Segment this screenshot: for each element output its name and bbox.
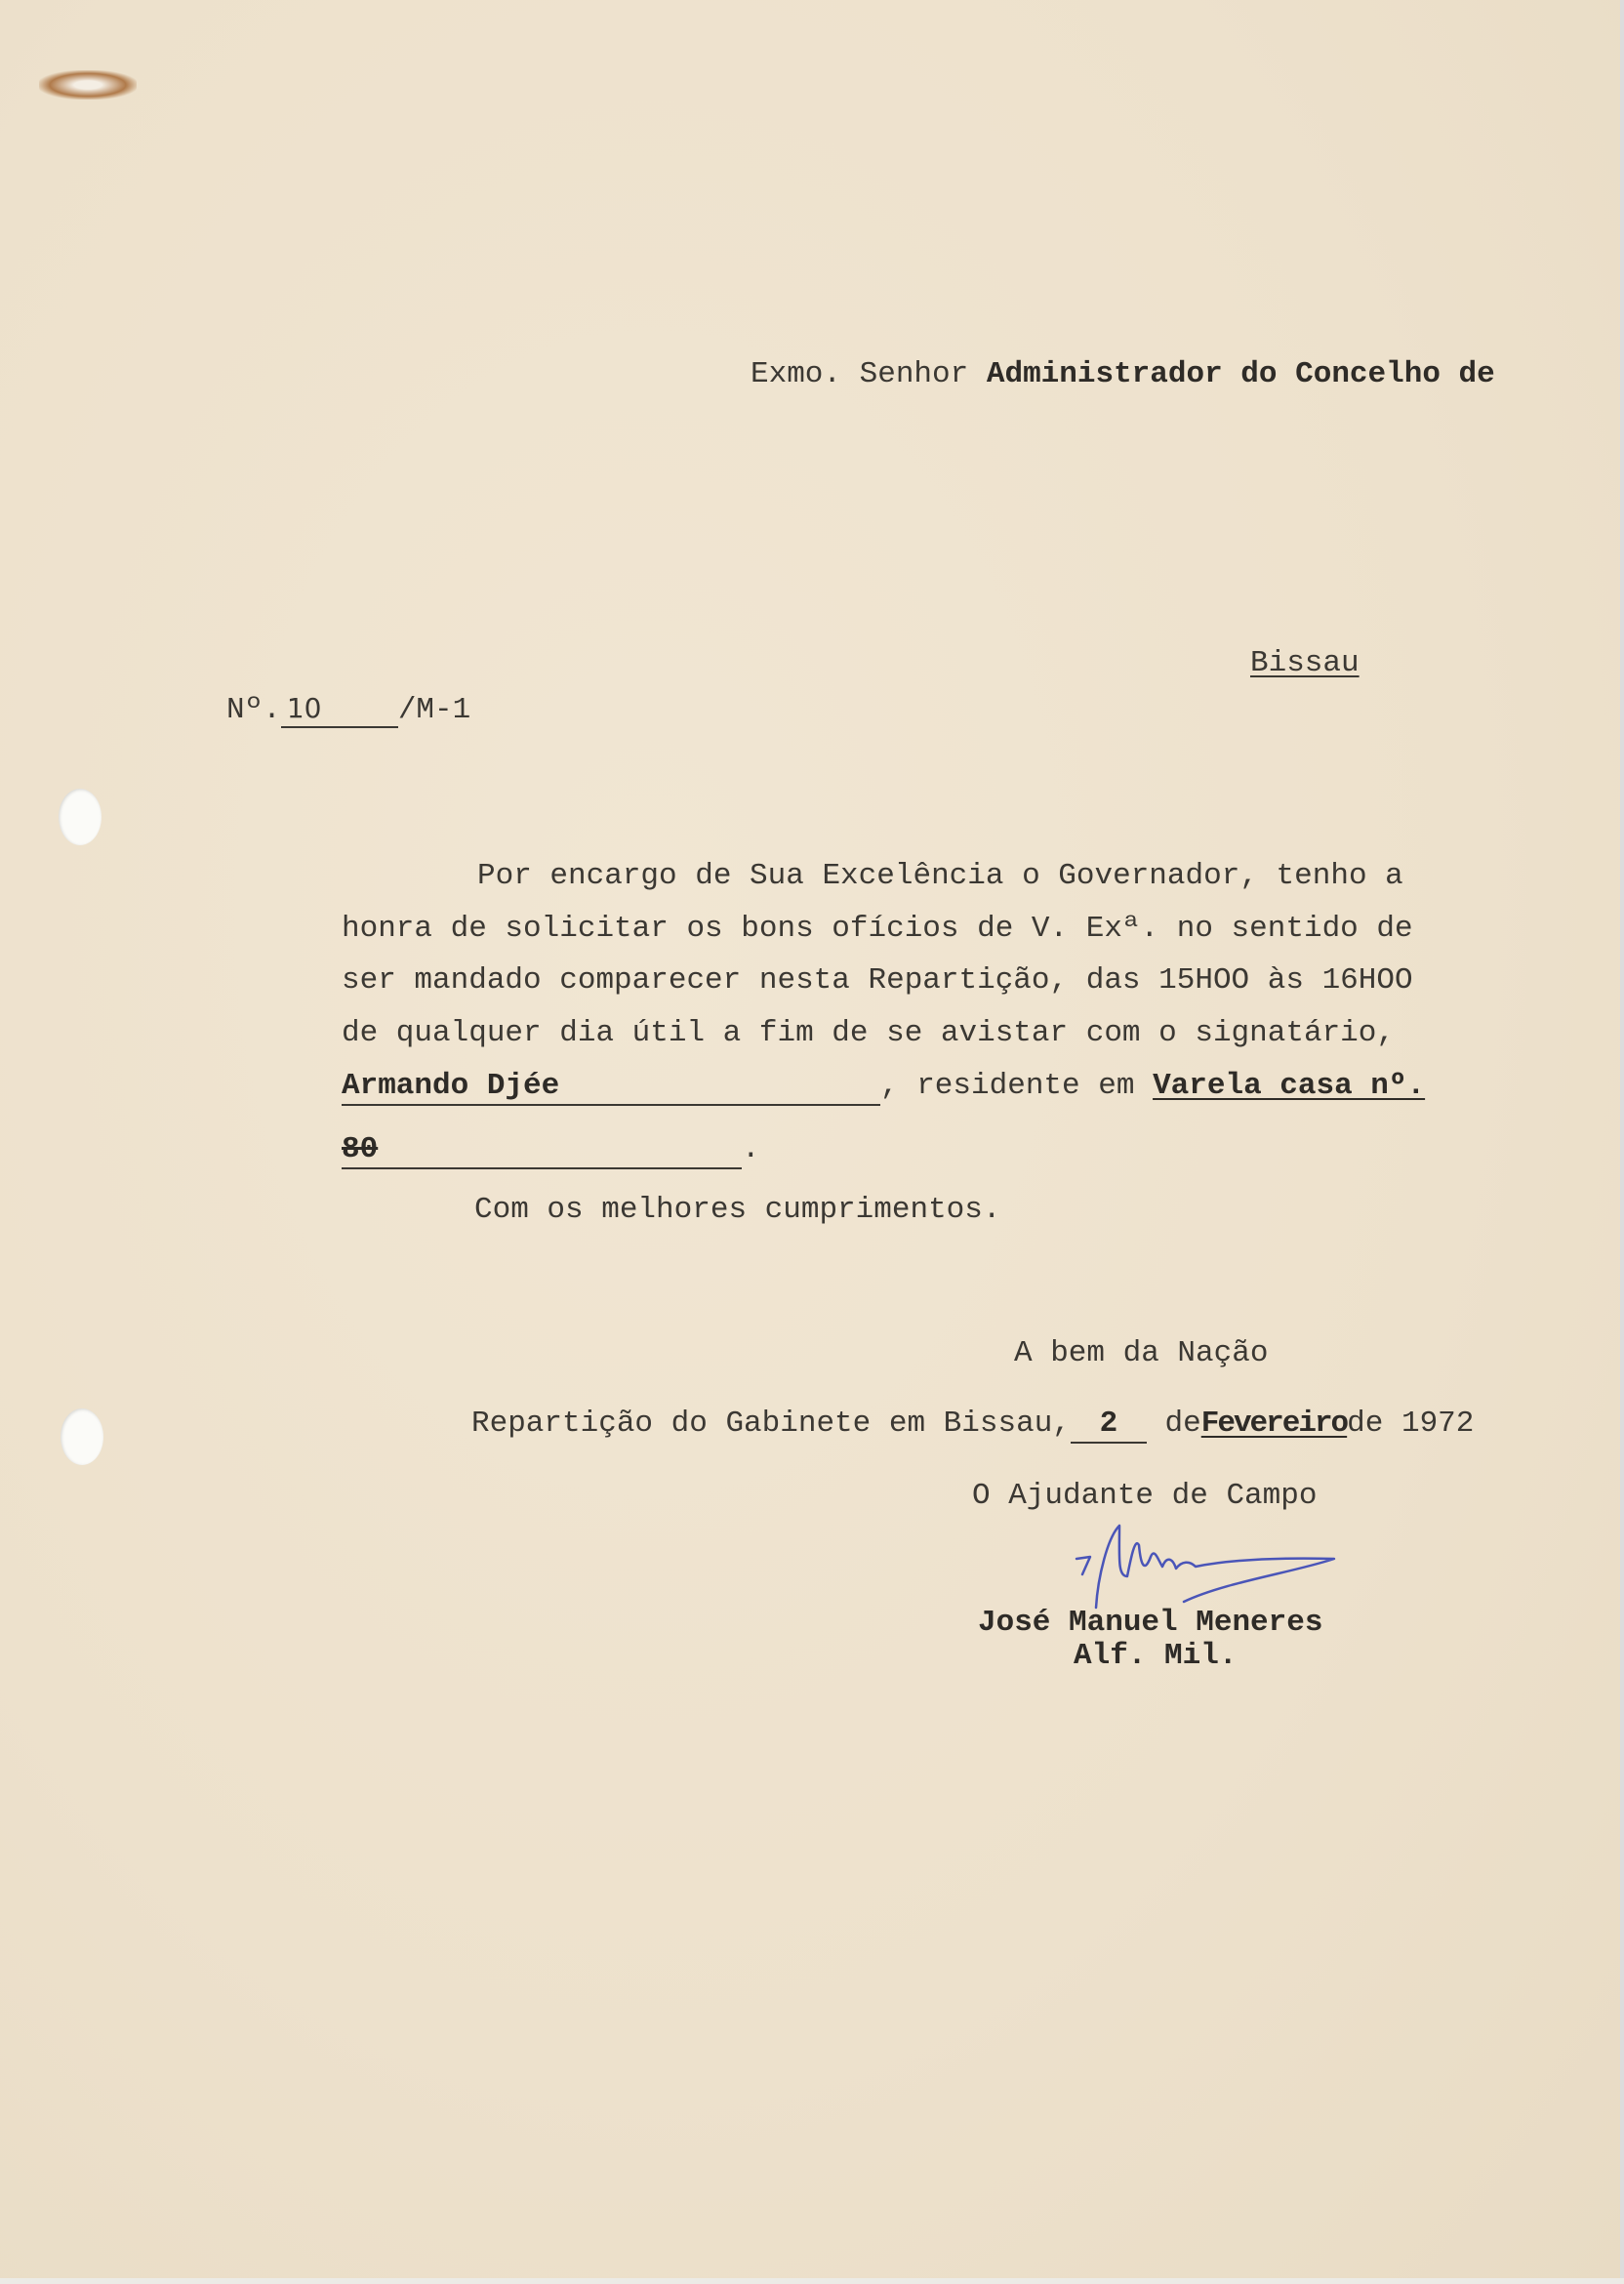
punch-hole — [61, 1408, 103, 1465]
signer-role: O Ajudante de Campo — [972, 1479, 1318, 1513]
person-name-field: Armando Djée — [342, 1069, 880, 1106]
signer-name: José Manuel Meneres — [978, 1606, 1323, 1640]
addressee-title: Administrador do Concelho de — [986, 357, 1495, 391]
date-place: Repartição do Gabinete em Bissau, — [471, 1407, 1071, 1441]
punch-hole — [59, 789, 102, 845]
date-day: 2 — [1071, 1407, 1147, 1444]
date-de: de — [1164, 1407, 1201, 1441]
addressee-place: Bissau — [1250, 646, 1360, 680]
body-line: de qualquer dia útil a fim de se avistar com o signatário, — [342, 1016, 1395, 1050]
page-edge — [0, 2278, 1624, 2284]
period: . — [742, 1132, 760, 1166]
date-month: Fevereiro — [1200, 1407, 1348, 1441]
house-number-field: 80 — [342, 1132, 742, 1169]
motto: A bem da Nação — [1014, 1336, 1269, 1370]
residence-field: Varela casa nº. — [1153, 1069, 1426, 1103]
residence-label: , residente em — [880, 1069, 1135, 1103]
addressee-line — [751, 357, 1495, 392]
body-line — [342, 1132, 760, 1169]
date-year: de 1972 — [1347, 1407, 1475, 1441]
signer-rank: Alf. Mil. — [1074, 1639, 1238, 1673]
reference-suffix: /M-1 — [397, 693, 471, 727]
rust-stain — [39, 70, 137, 100]
page-edge — [1620, 0, 1624, 2284]
reference-handwritten-number: 10 — [281, 691, 398, 728]
closing: Com os melhores cumprimentos. — [474, 1193, 1001, 1227]
body-line: honra de solicitar os bons ofícios de V. Exª. no sentido de — [342, 912, 1413, 946]
salutation: Exmo. Senhor — [751, 357, 969, 391]
reference-prefix: Nº. — [226, 693, 281, 727]
body-line: Por encargo de Sua Excelência o Governador, tenho a — [477, 859, 1403, 893]
reference-number — [226, 691, 470, 728]
body-line: ser mandado comparecer nesta Repartição, das 15HOO às 16HOO — [342, 963, 1413, 998]
date-line — [471, 1407, 1474, 1444]
body-line — [342, 1069, 1425, 1106]
